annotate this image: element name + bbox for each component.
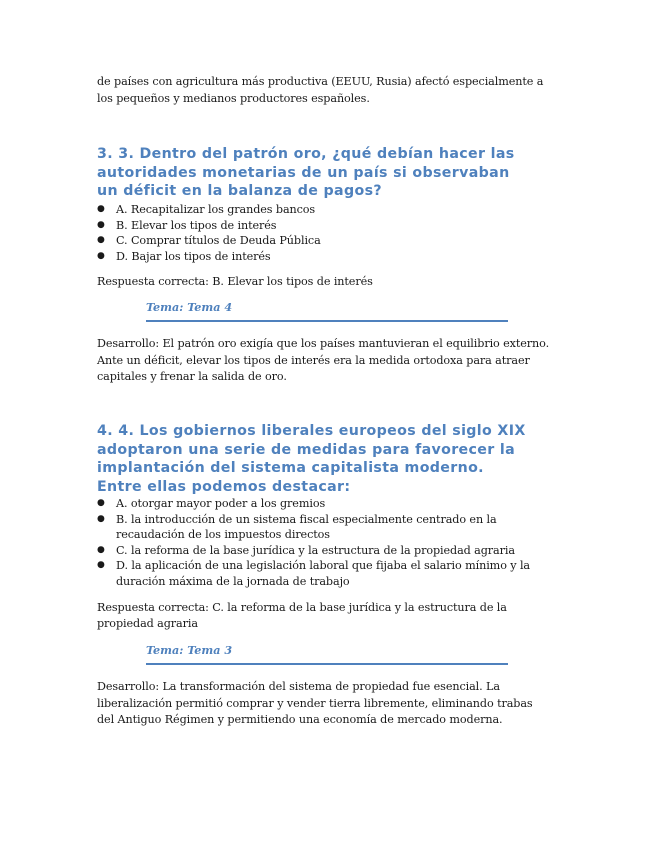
option-c: ● C. la reforma de la base jurídica y la estructura de la propiedad agraria [97,543,515,557]
option-d: ● D. la aplicación de una legislación laboral que fijaba el salario mínimo y la duración máxima de la jornada de trabajo [97,559,531,588]
question-3-options [97,202,537,264]
question-4-title: 4. 4. Los gobiernos liberales europeos del siglo XIX adoptaron una serie de medidas para favorecer la implantación del sistema capitalista moderno. Entre ellas podemos destacar: [97,423,526,495]
question-4-answer: Respuesta correcta: C. la reforma de la base jurídica y la estructura de la propiedad agraria [97,601,507,630]
bullet-icon: ● [97,513,105,524]
option-d: ● D. Bajar los tipos de interés [97,249,271,263]
question-3-development: Desarrollo: El patrón oro exigía que los países mantuvieran el equilibrio externo. Ante un déficit, elevar los tipos de interés era la medida ortodoxa para atraer capitales y frenar la salida de oro. [97,337,550,383]
question-3-topic: Tema: Tema 4 [146,300,508,322]
bullet-icon: ● [97,544,105,555]
intro-paragraph: de países con agricultura más productiva (EEUU, Rusia) afectó especialmente a los pequeños y medianos productores españoles. [97,75,544,105]
option-a: ● A. Recapitalizar los grandes bancos [97,203,316,216]
bullet-icon: ● [97,250,105,261]
option-c: ● C. Comprar títulos de Deuda Pública [97,234,321,248]
bullet-icon: ● [97,235,105,246]
bullet-icon: ● [97,498,105,508]
bullet-icon: ● [97,560,105,571]
question-4-options [97,496,537,590]
option-b: ● B. Elevar los tipos de interés [97,218,277,232]
question-4-development: Desarrollo: La transformación del sistema de propiedad fue esencial. La liberalización permitió comprar y vender tierra libremente, eliminando trabas del Antiguo Régimen y permitiendo una economía de mercado moderna. [97,680,533,726]
question-3-title: 3. 3. Dentro del patrón oro, ¿qué debían hacer las autoridades monetarias de un país si observaban un déficit en la balanza de pagos? [97,146,515,200]
question-3-answer: Respuesta correcta: B. Elevar los tipos de interés [97,275,373,288]
question-4-topic: Tema: Tema 3 [146,643,508,665]
option-a: ● A. otorgar mayor poder a los gremios [97,497,326,510]
bullet-icon: ● [97,204,105,214]
bullet-icon: ● [97,219,105,230]
option-b: ● B. la introducción de un sistema fiscal especialmente centrado en la recaudación de los impuestos directos [97,512,497,542]
